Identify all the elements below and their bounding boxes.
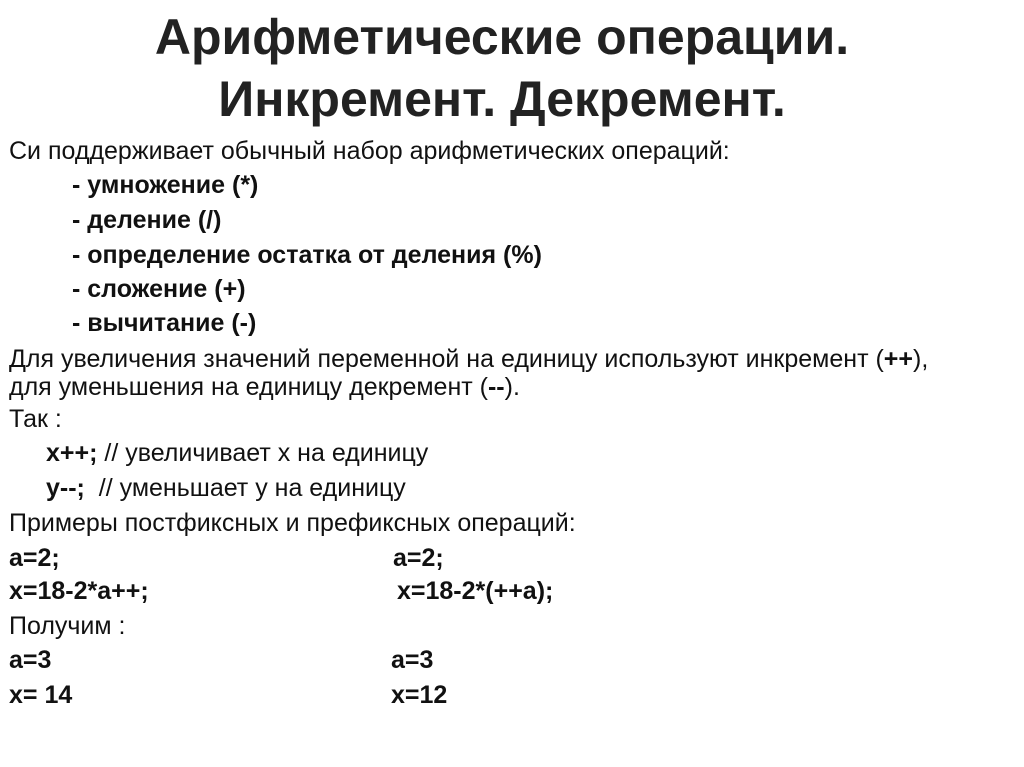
prefix-line-2: x=18-2*(++a); — [397, 577, 554, 605]
decrement-text-line-2 — [9, 372, 520, 402]
operation-divide: - деление (/) — [72, 206, 222, 234]
examples-heading: Примеры постфиксных и префиксных операций: — [9, 509, 576, 537]
tak-label: Так : — [9, 405, 62, 433]
example-increment-comment: // увеличивает x на единицу — [97, 439, 429, 467]
intro-text: Си поддерживает обычный набор арифметических операций: — [9, 137, 730, 165]
title-line-1: Арифметические операции. — [154, 9, 850, 65]
example-decrement-code: y--; — [46, 474, 85, 502]
increment-operator: ++ — [883, 345, 913, 373]
postfix-result-a: a=3 — [9, 646, 52, 674]
example-increment-code: x++; — [46, 439, 98, 467]
example-decrement-comment: // уменьшает y на единицу — [84, 474, 406, 502]
decrement-text-post: ). — [504, 373, 520, 401]
operation-add: - сложение (+) — [72, 275, 246, 303]
postfix-line-2: x=18-2*a++; — [9, 577, 149, 605]
postfix-result-x: x= 14 — [9, 681, 73, 709]
operation-multiply: - умножение (*) — [72, 171, 259, 199]
increment-text-pre: Для увеличения значений переменной на единицу используют инкремент ( — [9, 345, 884, 373]
operation-subtract: - вычитание (-) — [72, 309, 257, 337]
example-increment — [46, 438, 428, 468]
title-line-2: Инкремент. Декремент. — [218, 71, 786, 127]
prefix-result-a: a=3 — [391, 646, 434, 674]
increment-text-line-1 — [9, 344, 928, 374]
prefix-line-1: a=2; — [393, 544, 444, 572]
postfix-line-1: a=2; — [9, 544, 60, 572]
prefix-result-x: x=12 — [391, 681, 448, 709]
decrement-text-pre: для уменьшения на единицу декремент ( — [9, 373, 488, 401]
example-decrement — [46, 473, 406, 503]
slide-title — [0, 6, 1004, 130]
operation-modulo: - определение остатка от деления (%) — [72, 241, 542, 269]
increment-text-post: ), — [913, 345, 929, 373]
decrement-operator: -- — [487, 373, 505, 401]
result-heading: Получим : — [9, 612, 126, 640]
